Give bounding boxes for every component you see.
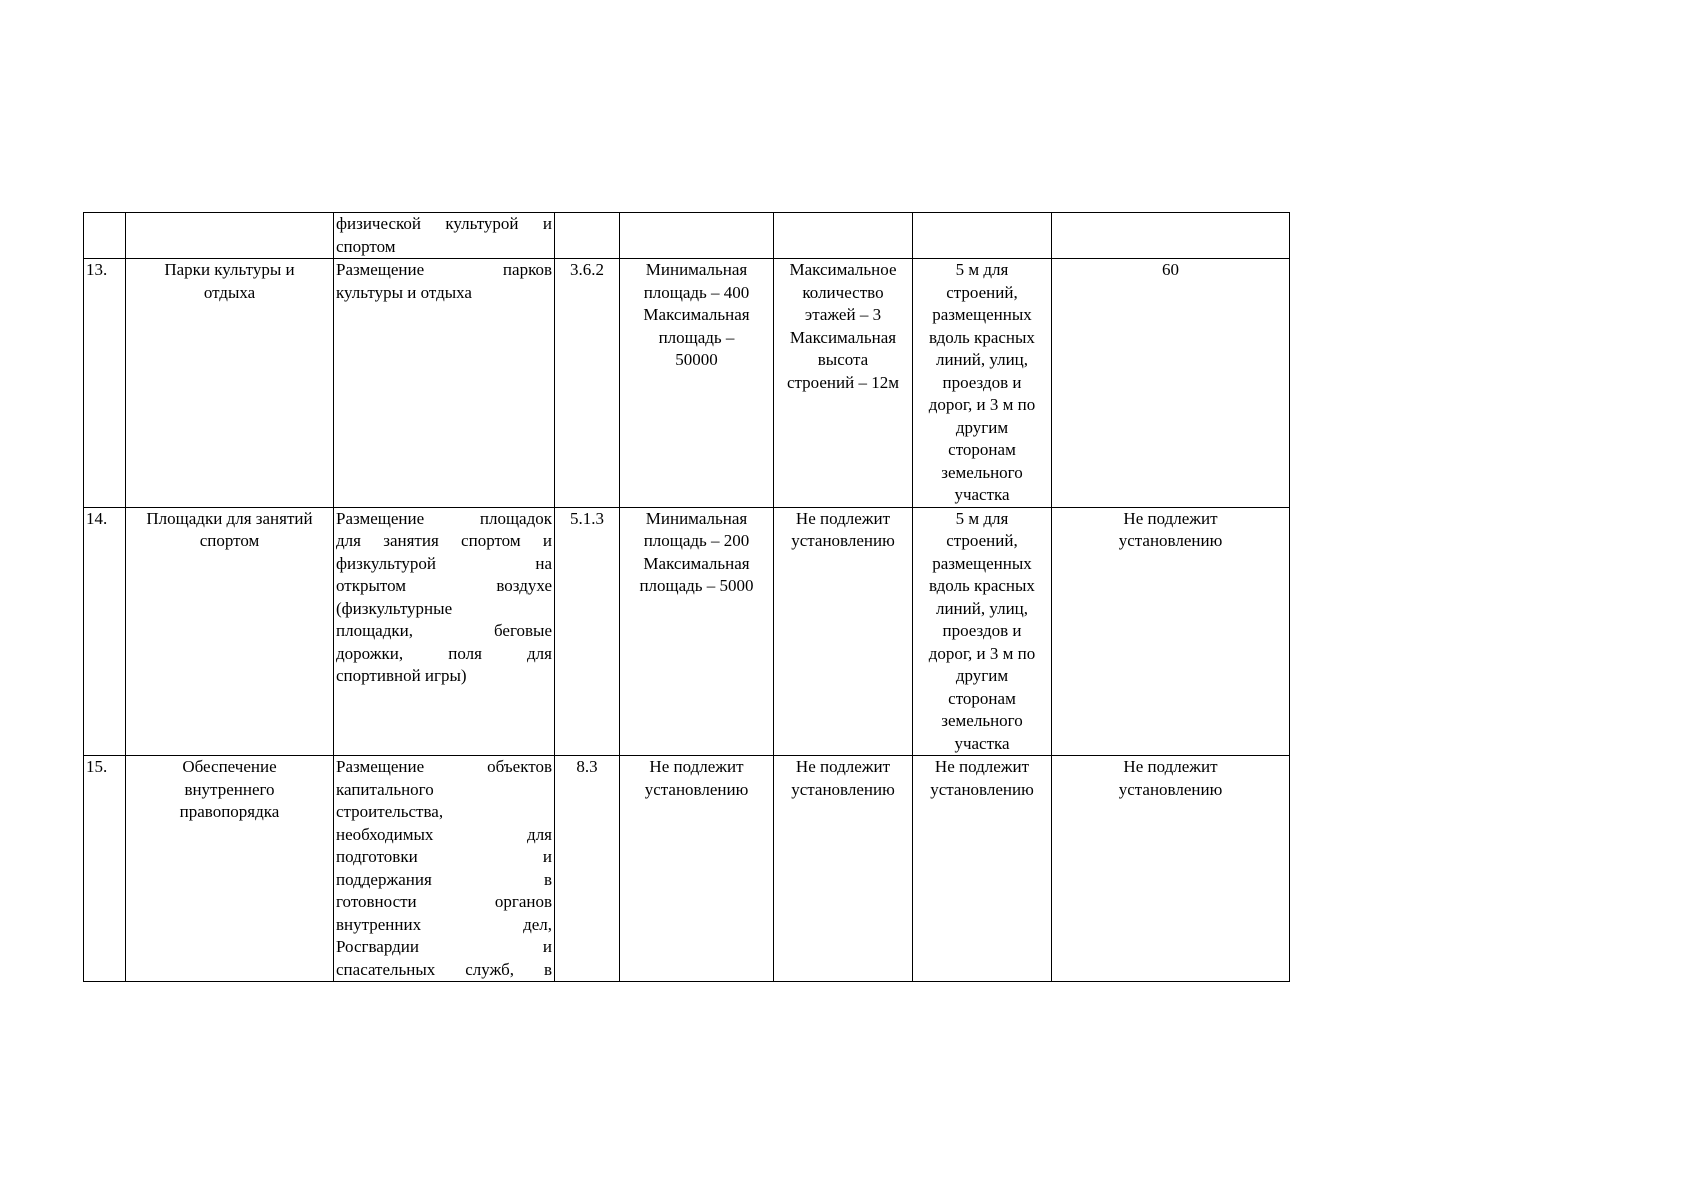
table-body bbox=[84, 213, 1290, 982]
floors-height-cell bbox=[774, 259, 913, 508]
name-line: Площадки для занятий bbox=[146, 508, 313, 528]
name-line: внутреннего bbox=[184, 779, 275, 799]
coverage-cell bbox=[1052, 507, 1290, 756]
land-use-description-cell bbox=[334, 756, 555, 982]
name-line: Обеспечение bbox=[182, 757, 277, 776]
area-line: Минимальная bbox=[645, 508, 748, 528]
description-line: Размещение парков bbox=[336, 260, 552, 279]
setback-line: другим bbox=[955, 666, 1009, 685]
land-use-name-cell bbox=[126, 507, 334, 756]
description-line: физкультурой на bbox=[336, 553, 552, 573]
setback-cell bbox=[913, 507, 1052, 756]
setback-line: дорог, и 3 м по bbox=[928, 643, 1036, 663]
area-line: площадь – bbox=[658, 327, 735, 347]
area-line: 50000 bbox=[675, 350, 718, 369]
plot-area-cell bbox=[620, 756, 774, 982]
description-line: спортом bbox=[336, 236, 396, 256]
land-use-code-cell: 5.1.3 bbox=[555, 507, 620, 756]
floors-line: установлению bbox=[791, 779, 895, 799]
row-number-cell: 13. bbox=[84, 259, 126, 508]
floors-line: Не подлежит bbox=[795, 508, 891, 528]
floors-line: высота bbox=[817, 350, 869, 369]
area-line: площадь – 5000 bbox=[639, 576, 754, 595]
setback-line: участка bbox=[954, 485, 1010, 504]
setback-line: проездов и bbox=[942, 621, 1022, 640]
floors-height-cell bbox=[774, 213, 913, 259]
description-line: (физкультурные bbox=[336, 598, 453, 618]
description-line: культуры и отдыха bbox=[336, 282, 472, 302]
row-number-cell: 15. bbox=[84, 756, 126, 982]
table-row bbox=[84, 756, 1290, 982]
table-row bbox=[84, 259, 1290, 508]
description-line: Росгвардии и bbox=[336, 937, 552, 956]
setback-line: вдоль красных bbox=[929, 327, 1035, 347]
description-line: необходимых для bbox=[336, 824, 552, 844]
land-use-code-cell: 8.3 bbox=[555, 756, 620, 982]
description-line: готовности органов bbox=[336, 892, 552, 911]
land-use-description-cell bbox=[334, 259, 555, 508]
floors-height-cell bbox=[774, 507, 913, 756]
description-line: капитального bbox=[336, 779, 434, 799]
setback-line: земельного bbox=[941, 462, 1023, 482]
setback-line: дорог, и 3 м по bbox=[928, 395, 1036, 414]
description-line: спортивной игры) bbox=[336, 666, 467, 685]
area-line: Максимальная bbox=[643, 305, 750, 324]
name-line: отдыха bbox=[203, 282, 256, 302]
setback-line: линий, улиц, bbox=[935, 350, 1029, 369]
floors-line: установлению bbox=[791, 531, 895, 550]
description-line: дорожки, поля для bbox=[336, 643, 552, 663]
land-use-name-cell bbox=[126, 756, 334, 982]
description-line: внутренних дел, bbox=[336, 914, 552, 934]
land-use-name-cell bbox=[126, 259, 334, 508]
description-line: для занятия спортом и bbox=[336, 531, 552, 550]
setback-cell bbox=[913, 756, 1052, 982]
setback-line: 5 м для bbox=[955, 508, 1009, 528]
setback-line: линий, улиц, bbox=[935, 598, 1029, 618]
plot-area-cell bbox=[620, 507, 774, 756]
setback-line: участка bbox=[954, 733, 1010, 753]
description-line: физической культурой и bbox=[336, 214, 552, 233]
setback-line: 5 м для bbox=[955, 260, 1009, 279]
setback-line: сторонам bbox=[948, 688, 1016, 708]
plot-area-cell bbox=[620, 213, 774, 259]
land-use-description-cell bbox=[334, 507, 555, 756]
land-use-regulations-table bbox=[83, 212, 1290, 982]
area-line: площадь – 200 bbox=[643, 531, 750, 550]
floors-line: количество bbox=[802, 282, 884, 302]
table-row bbox=[84, 507, 1290, 756]
land-use-code-cell: 3.6.2 bbox=[555, 259, 620, 508]
name-line: правопорядка bbox=[179, 802, 280, 821]
land-use-name-cell bbox=[126, 213, 334, 259]
description-line: строительства, bbox=[336, 802, 444, 821]
coverage-cell: 60 bbox=[1052, 259, 1290, 508]
row-number-cell: 14. bbox=[84, 507, 126, 756]
land-use-code-cell bbox=[555, 213, 620, 259]
coverage-cell bbox=[1052, 756, 1290, 982]
area-line: установлению bbox=[644, 779, 749, 799]
area-line: Минимальная bbox=[645, 260, 748, 279]
area-line: Не подлежит bbox=[649, 757, 744, 776]
setback-line: проездов и bbox=[942, 372, 1022, 392]
floors-line: строений – 12м bbox=[787, 372, 899, 392]
description-line: Размещение площадок bbox=[336, 508, 552, 528]
description-line: поддержания в bbox=[336, 869, 552, 889]
coverage-line: Не подлежит bbox=[1123, 508, 1218, 528]
setback-line: строений, bbox=[946, 282, 1018, 302]
coverage-line: установлению bbox=[1118, 531, 1223, 550]
description-line: спасательных служб, в bbox=[336, 959, 552, 979]
name-line: спортом bbox=[199, 531, 260, 550]
row-number-cell bbox=[84, 213, 126, 259]
setback-line: сторонам bbox=[948, 440, 1016, 459]
setback-line: размещенных bbox=[932, 305, 1032, 324]
setback-line: установлению bbox=[930, 779, 1034, 799]
plot-area-cell bbox=[620, 259, 774, 508]
setback-line: вдоль красных bbox=[929, 576, 1035, 595]
description-line: подготовки и bbox=[336, 847, 552, 866]
floors-line: Максимальная bbox=[789, 327, 897, 347]
land-use-description-cell bbox=[334, 213, 555, 259]
setback-line: размещенных bbox=[932, 553, 1032, 573]
setback-line: строений, bbox=[946, 531, 1018, 550]
area-line: Максимальная bbox=[643, 553, 750, 573]
description-line: открытом воздухе bbox=[336, 576, 552, 595]
setback-cell bbox=[913, 213, 1052, 259]
coverage-line: Не подлежит bbox=[1123, 757, 1218, 776]
setback-line: Не подлежит bbox=[934, 757, 1030, 776]
table-row bbox=[84, 213, 1290, 259]
description-line: Размещение объектов bbox=[336, 757, 552, 776]
floors-height-cell bbox=[774, 756, 913, 982]
area-line: площадь – 400 bbox=[643, 282, 750, 302]
floors-line: Максимальное bbox=[789, 260, 897, 279]
floors-line: этажей – 3 bbox=[804, 305, 882, 324]
coverage-cell bbox=[1052, 213, 1290, 259]
setback-line: другим bbox=[955, 417, 1009, 437]
floors-line: Не подлежит bbox=[795, 757, 891, 776]
setback-cell bbox=[913, 259, 1052, 508]
description-line: площадки, беговые bbox=[336, 621, 552, 640]
name-line: Парки культуры и bbox=[164, 260, 295, 279]
setback-line: земельного bbox=[941, 711, 1023, 730]
coverage-line: установлению bbox=[1118, 779, 1223, 799]
